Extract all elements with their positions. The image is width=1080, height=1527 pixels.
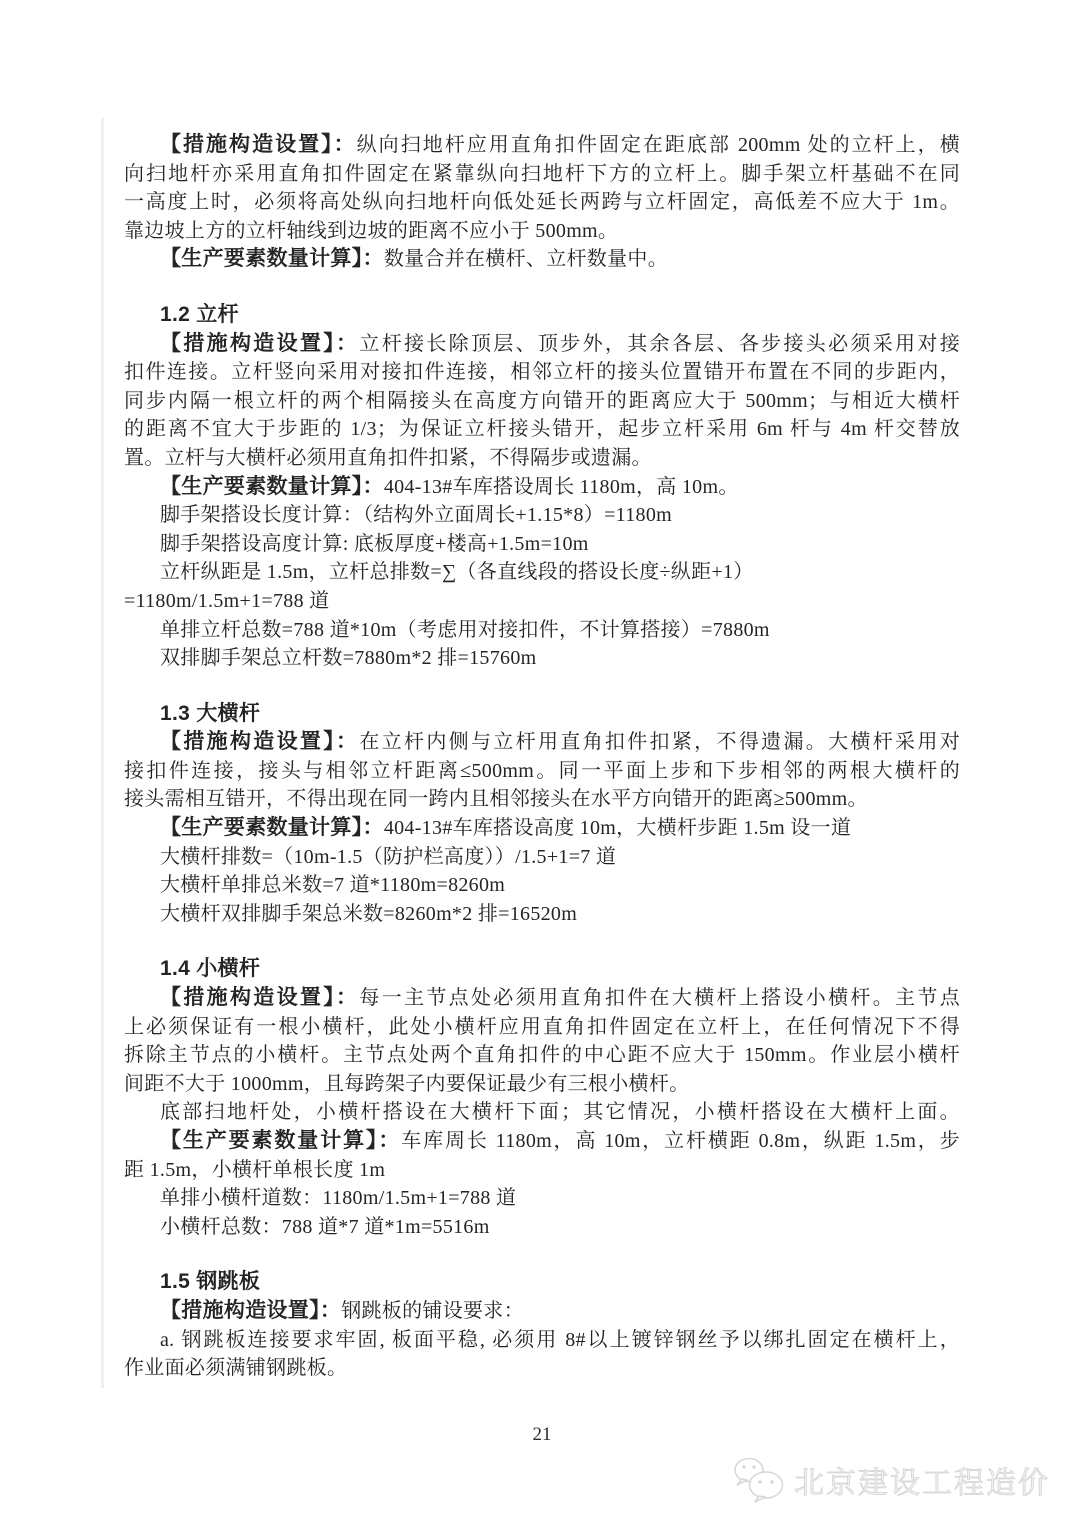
- line-text: 双排脚手架总立杆数=7880m*2 排=15760m: [160, 647, 537, 670]
- text-line: [124, 1326, 960, 1355]
- bold-label: 【措施构造设置】：: [160, 133, 357, 156]
- text-line: [124, 1098, 960, 1127]
- text-line: [124, 160, 960, 189]
- line-text: 间距不大于 1000mm，且每跨架子内要保证最少有三根小横杆。: [124, 1072, 690, 1095]
- line-text: 上必须保证有一根小横杆，此处小横杆应用直角扣件固定在立杆上，在任何情况下不得: [124, 1015, 960, 1038]
- text-line: [124, 1354, 960, 1383]
- text-line: [124, 644, 960, 673]
- text-line: [124, 587, 960, 616]
- watermark: [732, 1456, 1050, 1504]
- bold-label: 【生产要素数量计算】：: [160, 1129, 402, 1152]
- text-line: [124, 131, 960, 160]
- line-text: 接扣件连接，接头与相邻立杆距离≤500mm。同一平面上步和下步相邻的两根大横杆的: [124, 759, 960, 782]
- text-line: [124, 1013, 960, 1042]
- line-text: 立杆接长除顶层、顶步外，其余各层、各步接头必须采用对接: [359, 332, 961, 355]
- text-line: [124, 1184, 960, 1213]
- text-line: [124, 217, 960, 246]
- section-heading: 1.2 立杆: [160, 302, 239, 326]
- text-line: [124, 1041, 960, 1070]
- bold-label: 【生产要素数量计算】：: [160, 247, 384, 271]
- line-text: 脚手架搭设高度计算: 底板厚度+楼高+1.5m=10m: [160, 532, 589, 555]
- scan-edge-artifact: [101, 118, 104, 1388]
- text-line: [124, 871, 960, 900]
- document-body: [124, 131, 960, 1383]
- line-text: =1180m/1.5m+1=788 道: [124, 589, 330, 612]
- section-heading: 1.5 钢跳板: [160, 1270, 261, 1294]
- text-line: [124, 1127, 960, 1156]
- text-line: [124, 1213, 960, 1242]
- text-line: [124, 245, 960, 274]
- text-line: [124, 843, 960, 872]
- bold-label: 【措施构造设置】：: [160, 1298, 342, 1322]
- line-text: 拆除主节点的小横杆。主节点处两个直角扣件的中心距不应大于 150mm。作业层小横杆: [124, 1044, 960, 1067]
- section-heading: 1.3 大横杆: [160, 701, 261, 725]
- wechat-icon: [732, 1456, 786, 1504]
- bold-label: 【生产要素数量计算】：: [160, 474, 384, 498]
- line-text: 距 1.5m，小横杆单根长度 1m: [124, 1158, 386, 1181]
- text-line: [124, 387, 960, 416]
- text-line: [124, 501, 960, 530]
- bold-label: 【措施构造设置】：: [160, 331, 360, 355]
- watermark-text: 北京建设工程造价: [794, 1467, 1050, 1500]
- line-text: 立杆纵距是 1.5m，立杆总排数=∑（各直线段的搭设长度÷纵距+1）: [160, 561, 754, 584]
- line-text: 小横杆总数：788 道*7 道*1m=5516m: [160, 1215, 490, 1238]
- text-line: [124, 757, 960, 786]
- line-text: 向扫地杆亦采用直角扣件固定在紧靠纵向扫地杆下方的立杆上。脚手架立杆基础不在同: [124, 162, 960, 185]
- line-text: 一高度上时，必须将高处纵向扫地杆向低处延长两跨与立杆固定，高低差不应大于 1m。: [124, 191, 960, 214]
- line-text: a. 钢跳板连接要求牢固, 板面平稳, 必须用 8#以上镀锌钢丝予以绑扎固定在横杆上，: [160, 1328, 960, 1351]
- line-text: 作业面必须满铺钢跳板。: [124, 1357, 348, 1380]
- page-number: 21: [532, 1424, 552, 1445]
- line-text: 底部扫地杆处，小横杆搭设在大横杆下面；其它情况，小横杆搭设在大横杆上面。: [160, 1101, 960, 1124]
- bold-label: 【措施构造设置】：: [160, 986, 360, 1010]
- text-line: [124, 1070, 960, 1099]
- line-text: 同步内隔一根立杆的两个相隔接头在高度方向错开的距离应大于 500mm；与相近大横杆: [124, 389, 960, 412]
- text-line: [124, 188, 960, 217]
- text-line: [124, 728, 960, 757]
- text-line: [124, 616, 960, 645]
- text-line: [124, 900, 960, 929]
- bold-label: 【措施构造设置】：: [160, 730, 360, 754]
- line-text: 纵向扫地杆应用直角扣件固定在距底部 200mm 处的立杆上，横: [356, 134, 960, 156]
- text-line: [124, 814, 960, 843]
- text-line: [124, 984, 960, 1013]
- line-text: 大横杆双排脚手架总米数=8260m*2 排=16520m: [160, 902, 578, 925]
- text-line: [124, 330, 960, 359]
- text-line: [124, 530, 960, 559]
- bold-label: 【生产要素数量计算】：: [160, 816, 384, 840]
- line-text: 扣件连接。立杆竖向采用对接扣件连接，相邻立杆的接头位置错开布置在不同的步距内，: [124, 361, 960, 384]
- text-line: [124, 444, 960, 473]
- line-text: 在立杆内侧与立杆用直角扣件扣紧，不得遗漏。大横杆采用对: [359, 731, 961, 754]
- line-text: 大横杆单排总米数=7 道*1180m=8260m: [160, 874, 506, 897]
- line-text: 单排小横杆道数：1180m/1.5m+1=788 道: [160, 1187, 517, 1210]
- line-text: 大横杆排数=（10m-1.5（防护栏高度））/1.5+1=7 道: [160, 845, 617, 868]
- text-line: [124, 1297, 960, 1326]
- text-line: [124, 473, 960, 502]
- line-text: 每一主节点处必须用直角扣件在大横杆上搭设小横杆。主节点: [359, 987, 961, 1010]
- line-text: 车库周长 1180m，高 10m，立杆横距 0.8m，纵距 1.5m，步: [401, 1130, 960, 1152]
- line-text: 数量合并在横杆、立杆数量中。: [383, 248, 669, 271]
- section-heading: 1.4 小横杆: [160, 957, 261, 981]
- line-text: 钢跳板的铺设要求：: [341, 1299, 524, 1322]
- line-text: 靠边坡上方的立杆轴线到边坡的距离不应小于 500mm。: [124, 219, 619, 242]
- line-text: 404-13#车库搭设周长 1180m，高 10m。: [383, 475, 739, 498]
- text-line: [124, 415, 960, 444]
- line-text: 置。立杆与大横杆必须用直角扣件扣紧，不得隔步或遗漏。: [124, 446, 652, 469]
- line-text: 404-13#车库搭设高度 10m，大横杆步距 1.5m 设一道: [383, 817, 852, 840]
- line-text: 脚手架搭设长度计算：（结构外立面周长+1.15*8）=1180m: [160, 504, 672, 527]
- line-text: 单排立杆总数=788 道*10m（考虑用对接扣件，不计算搭接）=7880m: [160, 618, 770, 641]
- line-text: 接头需相互错开，不得出现在同一跨内且相邻接头在水平方向错开的距离≥500mm。: [124, 788, 868, 811]
- text-line: [124, 558, 960, 587]
- text-line: [124, 785, 960, 814]
- text-line: [124, 1156, 960, 1185]
- text-line: [124, 358, 960, 387]
- line-text: 的距离不宜大于步距的 1/3；为保证立杆接头错开，起步立杆采用 6m 杆与 4m 杆交替放: [124, 418, 960, 441]
